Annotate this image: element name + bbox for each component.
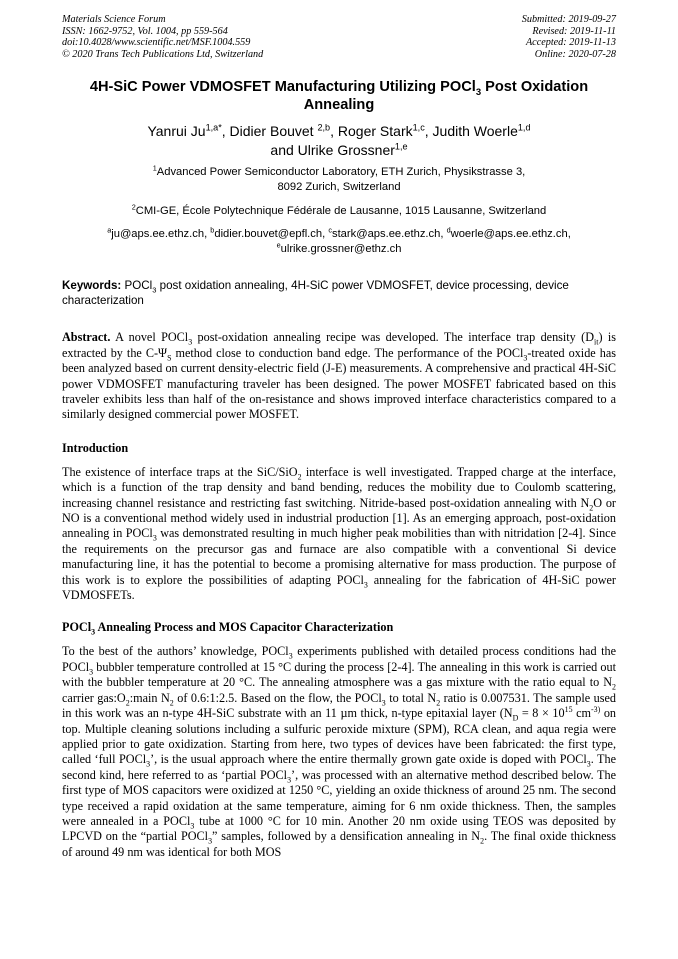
submission-dates xyxy=(522,14,616,60)
revised-date: Revised: 2019-11-11 xyxy=(532,25,616,37)
accepted-date: Accepted: 2019-11-13 xyxy=(525,37,616,49)
keywords: Keywords: POCl$_3$ post oxidation annealing, 4H-SiC power VDMOSFET, device processing, device characterization xyxy=(62,279,569,307)
section-heading-introduction: Introduction xyxy=(62,440,129,455)
doi-line: doi:10.4028/www.scientific.net/MSF.1004.559 xyxy=(62,37,251,49)
author-name: , Didier Bouvet xyxy=(221,123,318,140)
author-name: , Roger Stark xyxy=(330,123,413,140)
journal-info xyxy=(62,14,263,60)
journal-name: Materials Science Forum xyxy=(62,14,166,25)
author-list: Yanrui $Ju^{1,a*}$, Didier Bouvet $^{2,b}$, Roger Stark$^{1,c}$, Judith Woerle$^{1,d}$ and Ulrike Grossner$^{1,e}$ xyxy=(147,122,531,159)
author-name: and Ulrike Grossner xyxy=(270,142,395,159)
author-name: , Judith Woerle xyxy=(424,123,518,140)
affiliation-2: $^2$CMI-GE, École Polytechnique Fédérale de Lausanne, 1015 Lausanne, Switzerland xyxy=(131,202,547,218)
affiliation-1: $^1$Advanced Power Semiconductor Laboratory, ETH Zurich, Physikstrasse 3, 8092 Zurich, Switzerland xyxy=(152,163,526,194)
issn-line: ISSN: 1662-9752, Vol. 1004, pp 559-564 xyxy=(62,25,228,37)
journal-metadata xyxy=(62,14,616,60)
email-link[interactable]: woerle@aps.ee.ethz.ch, xyxy=(450,228,571,241)
email-link[interactable]: stark@aps.ee.ethz.ch, xyxy=(331,228,447,241)
email-link[interactable]: ulrike.grossner@ethz.ch xyxy=(280,243,402,256)
copyright-line: © 2020 Trans Tech Publications Ltd, Switzerland xyxy=(62,48,264,60)
online-date: Online: 2020-07-28 xyxy=(534,48,616,60)
pocl3-section-paragraph: To the best of the authors’ knowledge, POCl$_3$ experiments published with detailed process conditions had the POCl$_3$ bubbler temperature controlled at 15 °C during the process [2-4]. The annealing in this work is carried out with the bubbler temperature at 20 °C. The annealing atmosphere was a gas mixture with the ratio equal to $N_2$ carrier $gas:O_2:main$ $N_2$ of 0.6:1:2.5. Based on the flow, the POCl$_3$ to total $N_2$ ratio is 0.007531. The sample used in this work was an n-type 4H-SiC substrate with an 11 µm thick, n-type epitaxial layer ($N_D = 8 \times 10^{15}$ $cm^{-3)}$ on top. Multiple cleaning solutions including a sulfuric peroxide mixture (SPM), RCA clean, and aqua regia were applied prior to gate oxidization. Starting from here, two types of devices have been fabricated: the first type, called ‘full POCl$_3$’, is the usual approach where the entire thermally grown gate oxide is doped with POCl$_3$. The second kind, here referred to as ‘partial POCl$_3$’, was processed with an alternative method described below. The first type of MOS capacitors were oxidized at 1250 °C, yielding an oxide thickness of around 25 nm. The second type received a rapid oxidation at the same temperature, aiming for 6 nm oxide thickness. Then, the samples were annealed in a POCl$_3$ tube at 1000 °C for 10 min. Another 20 nm oxide using TEOS was deposited by LPCVD on the “partial POCl$_3$” samples, followed by a densification annealing in $N_2$. The final oxide thickness of around 49 nm was identical for both MOS xyxy=(62,644,617,859)
introduction-paragraph: The existence of interface traps at the SiC/SiO$_2$ interface is well investigated. Trapped charge at the interface, which is a function of the trap density and band bending, reduces the mobility due to Coulomb scattering, increasing channel resistance and restricting fast switching. Nitride-based post-oxidation annealing with $N_2O$ or NO is a conventional method widely used in industrial production [1]. As an emerging approach, post-oxidation annealing in POCl$_3$ was demonstrated resulting in much higher peak mobilities than with nitridation [2-4]. Since the requirements on the precursor gas and furnace are also compatible with a conventional Si device manufacturing line, it has the potential to become a promising alternative for mass production. The purpose of this work is to explore the possibilities of adapting POCl$_3$ annealing for the fabrication of 4H-SiC power VDMOSFETs. xyxy=(62,464,616,603)
author-name: Yanrui Ju xyxy=(147,123,206,140)
email-link[interactable]: ju@aps.ee.ethz.ch, xyxy=(111,228,211,241)
email-link[interactable]: didier.bouvet@epfl.ch, xyxy=(214,228,329,241)
abstract-label: Abstract. xyxy=(62,330,111,345)
keywords-label: Keywords: xyxy=(62,279,122,293)
paper-title: 4H-SiC Power VDMOSFET Manufacturing Utilizing POCl$_3$ Post Oxidation Annealing xyxy=(89,79,589,114)
section-heading-pocl3-annealing: POCl$_3$ Annealing Process and MOS Capacitor Characterization xyxy=(62,620,394,637)
submitted-date: Submitted: 2019-09-27 xyxy=(521,14,616,25)
author-emails: $^a$ju@aps.ee.ethz.ch, $^b$didier.bouvet@epfl.ch, $^c$stark@aps.ee.ethz.ch, $^d$woerle@aps.ee.ethz.ch, $^e$ulrike.grossner@ethz.ch xyxy=(107,225,571,256)
abstract: Abstract. A novel POCl$_3$ post-oxidation annealing recipe was developed. The interface trap density $(D_{it})$ is extracted by the $C-\Psi_S$ method close to conduction band edge. The performance of the POCl$_3$-treated oxide has been analyzed based on current density-electric field (J-E) measurements. A comprehensive and practical 4H-SiC power VDMOSFET manufacturing traveler has been designed. The power MOSFET fabricated based on this traveler exhibits less than half of the on-resistance and shows improved interface characteristics compared to a similarly designed commercial power MOSFET. xyxy=(62,330,617,422)
